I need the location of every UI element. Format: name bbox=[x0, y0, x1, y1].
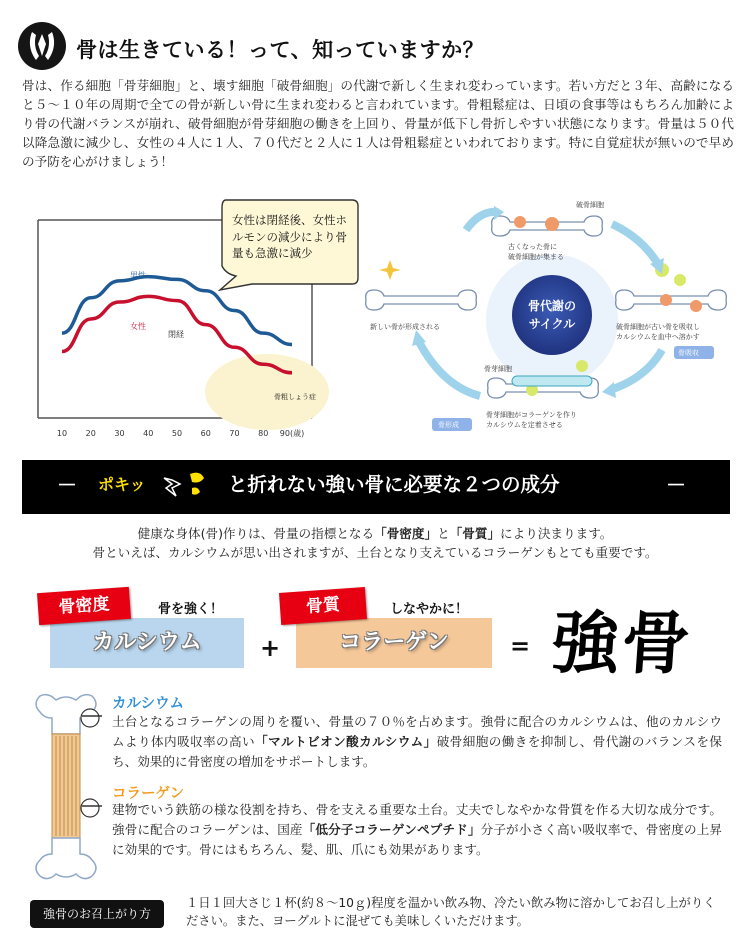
collagen-description bbox=[112, 800, 722, 860]
annotation-menopause: 閉経 bbox=[168, 330, 184, 339]
subtitle-text: 健康な身体(骨)作りは、骨量の指標となる bbox=[137, 526, 375, 541]
result-kyokotsu: 強骨 bbox=[548, 604, 695, 684]
calcium-box: カルシウム bbox=[50, 618, 244, 668]
collagen-heading: コラーゲン bbox=[112, 786, 185, 802]
cycle-arrow bbox=[610, 350, 662, 390]
calcium-text: 破骨細胞の働きを抑制し、骨代謝のバランスを保ち、効果的に骨密度の増加をサポートします。 bbox=[112, 734, 723, 769]
cycle-center-line2: サイクル bbox=[528, 317, 576, 331]
cycle-resorption-label: 骨吸収 bbox=[678, 349, 699, 357]
osteoclast-cell bbox=[545, 217, 559, 231]
x-tick-label: 90(歳) bbox=[279, 429, 305, 438]
banner-dash-right: － bbox=[666, 473, 686, 497]
tagline-strong: 骨を強く！ bbox=[158, 602, 224, 617]
intro-paragraph: 骨は、作る細胞「骨芽細胞」と、壊す細胞「破骨細胞」の代謝で新しく生まれ変わっています。若い方だと３年、高齢になると５～１０年の周期で全ての骨が新しい骨に生まれ変わると言われています。骨粗鬆症は、日頃の食事等はもちろん加齢により骨の代謝バランスが崩れ、破骨細胞が骨芽細胞の働きを上回り、骨量が低下し骨折しやすい状態になります。骨量は５０代以降急激に減少し、女性の４人に１人、７０代だと２人に１人は骨粗鬆症といわれております。特に自覚症状が無いので早めの予防を心がけましょう！ bbox=[22, 78, 734, 169]
how-to-take-text: １日１回大さじ１杯(約８～10ｇ)程度を温かい飲み物、冷たい飲み物に溶かしてお召し上がりください。また、ヨーグルトに混ぜても美味しくいただけます。 bbox=[186, 896, 716, 928]
calcium-heading: カルシウム bbox=[112, 696, 184, 712]
x-tick-label: 10 bbox=[56, 429, 68, 438]
x-tick-label: 70 bbox=[229, 429, 240, 438]
collagen-text: 建物でいう鉄筋の様な役割を持ち、骨を支える重要な土台。丈夫でしなやかな骨質を作る大切な成分です。強骨に配合のコラーゲンは、国産 bbox=[112, 802, 722, 837]
banner-dash-left: － bbox=[57, 473, 77, 497]
calcium-icon bbox=[674, 274, 686, 286]
collagen-box: コラーゲン bbox=[296, 618, 492, 668]
bubble-text: 女性は閉経後、女性ホルモンの減少により骨量も急激に減少 bbox=[232, 213, 347, 260]
cycle-formation-label: 骨形成 bbox=[438, 421, 459, 429]
calcium-text: 土台となるコラーゲンの周りを覆い、骨量の７０％を占めます。強骨に配合のカルシウムは、他のカルシウムより体内吸収率の高い bbox=[112, 714, 722, 749]
page-title: 骨は生きている！って、知っていますか？ bbox=[76, 38, 485, 62]
subtitle-text: により決まります。 bbox=[500, 526, 613, 541]
subtitle-quality: 「骨質」 bbox=[449, 526, 501, 541]
cycle-center-circle bbox=[512, 275, 592, 355]
subtitle-density: 「骨密度」 bbox=[374, 526, 438, 541]
equals-sign: = bbox=[510, 632, 531, 660]
how-to-take-label: 強骨のお召上がり方 bbox=[30, 900, 164, 928]
bone-cycle-diagram bbox=[362, 190, 732, 440]
calcium-icon bbox=[576, 360, 588, 372]
cycle-step-4: 新しい骨が形成される bbox=[370, 323, 440, 331]
x-tick-label: 80 bbox=[258, 429, 269, 438]
collagen-highlight: 「低分子コラーゲンペプチド」 bbox=[302, 822, 481, 837]
cycle-arrow bbox=[418, 340, 480, 396]
cycle-osteoblast-label: 骨芽細胞 bbox=[484, 365, 512, 373]
cycle-step-3: 骨芽細胞がコラーゲンを作り カルシウムを定着させる bbox=[486, 411, 577, 429]
logo-icon bbox=[18, 22, 66, 70]
bone-new bbox=[366, 290, 477, 310]
bone-quality-tag: 骨質 bbox=[279, 587, 367, 625]
bone-density-tag: 骨密度 bbox=[37, 587, 131, 625]
cycle-step-1: 古くなった骨に 破骨細胞が集まる bbox=[508, 243, 564, 261]
cycle-arrow bbox=[612, 224, 658, 264]
cycle-center-line1: 骨代謝の bbox=[527, 299, 577, 313]
subtitle-text: と bbox=[437, 526, 450, 541]
x-tick-label: 30 bbox=[114, 429, 125, 438]
crack-icon bbox=[160, 466, 216, 506]
cycle-arrow-head bbox=[602, 382, 616, 398]
collagen-text: 分子が小さく高い吸収率で、骨密度の上昇に効果的です。骨にはもちろん、髪、肌、爪にも効果があります。 bbox=[112, 822, 723, 857]
osteoclast-cell bbox=[660, 294, 672, 306]
subtitle-line-1 bbox=[0, 524, 750, 543]
calcium-description bbox=[112, 712, 722, 772]
sparkle-icon bbox=[379, 260, 401, 280]
x-tick-label: 40 bbox=[143, 429, 154, 438]
cycle-osteoclast-label: 破骨細胞 bbox=[576, 201, 604, 209]
banner-title: と折れない強い骨に必要な２つの成分 bbox=[228, 473, 560, 496]
osteoclast-cell bbox=[514, 216, 526, 228]
x-tick-label: 20 bbox=[85, 429, 96, 438]
x-tick-label: 60 bbox=[200, 429, 211, 438]
legend-female: 女性 bbox=[130, 322, 146, 331]
legend-male: 男性 bbox=[130, 271, 146, 280]
annotation-osteoporosis: 骨粗しょう症 bbox=[274, 393, 316, 401]
bone-illustration bbox=[30, 690, 102, 884]
subtitle-line-2: 骨といえば、カルシウムが思い出されますが、土台となり支えているコラーゲンもとても重要です。 bbox=[92, 545, 658, 560]
osteoblast-cells bbox=[512, 376, 592, 386]
x-tick-label: 50 bbox=[171, 429, 183, 438]
plus-sign: + bbox=[260, 634, 281, 662]
osteoclast-cell bbox=[690, 300, 702, 312]
banner-pokitsu: ポキッ bbox=[98, 475, 146, 494]
tagline-flexible: しなやかに！ bbox=[390, 602, 469, 617]
cycle-step-2: 破骨細胞が古い骨を吸収し カルシウムを血中へ溶かす bbox=[616, 323, 700, 341]
calcium-highlight: 「マルトビオン酸カルシウム」 bbox=[255, 734, 437, 749]
